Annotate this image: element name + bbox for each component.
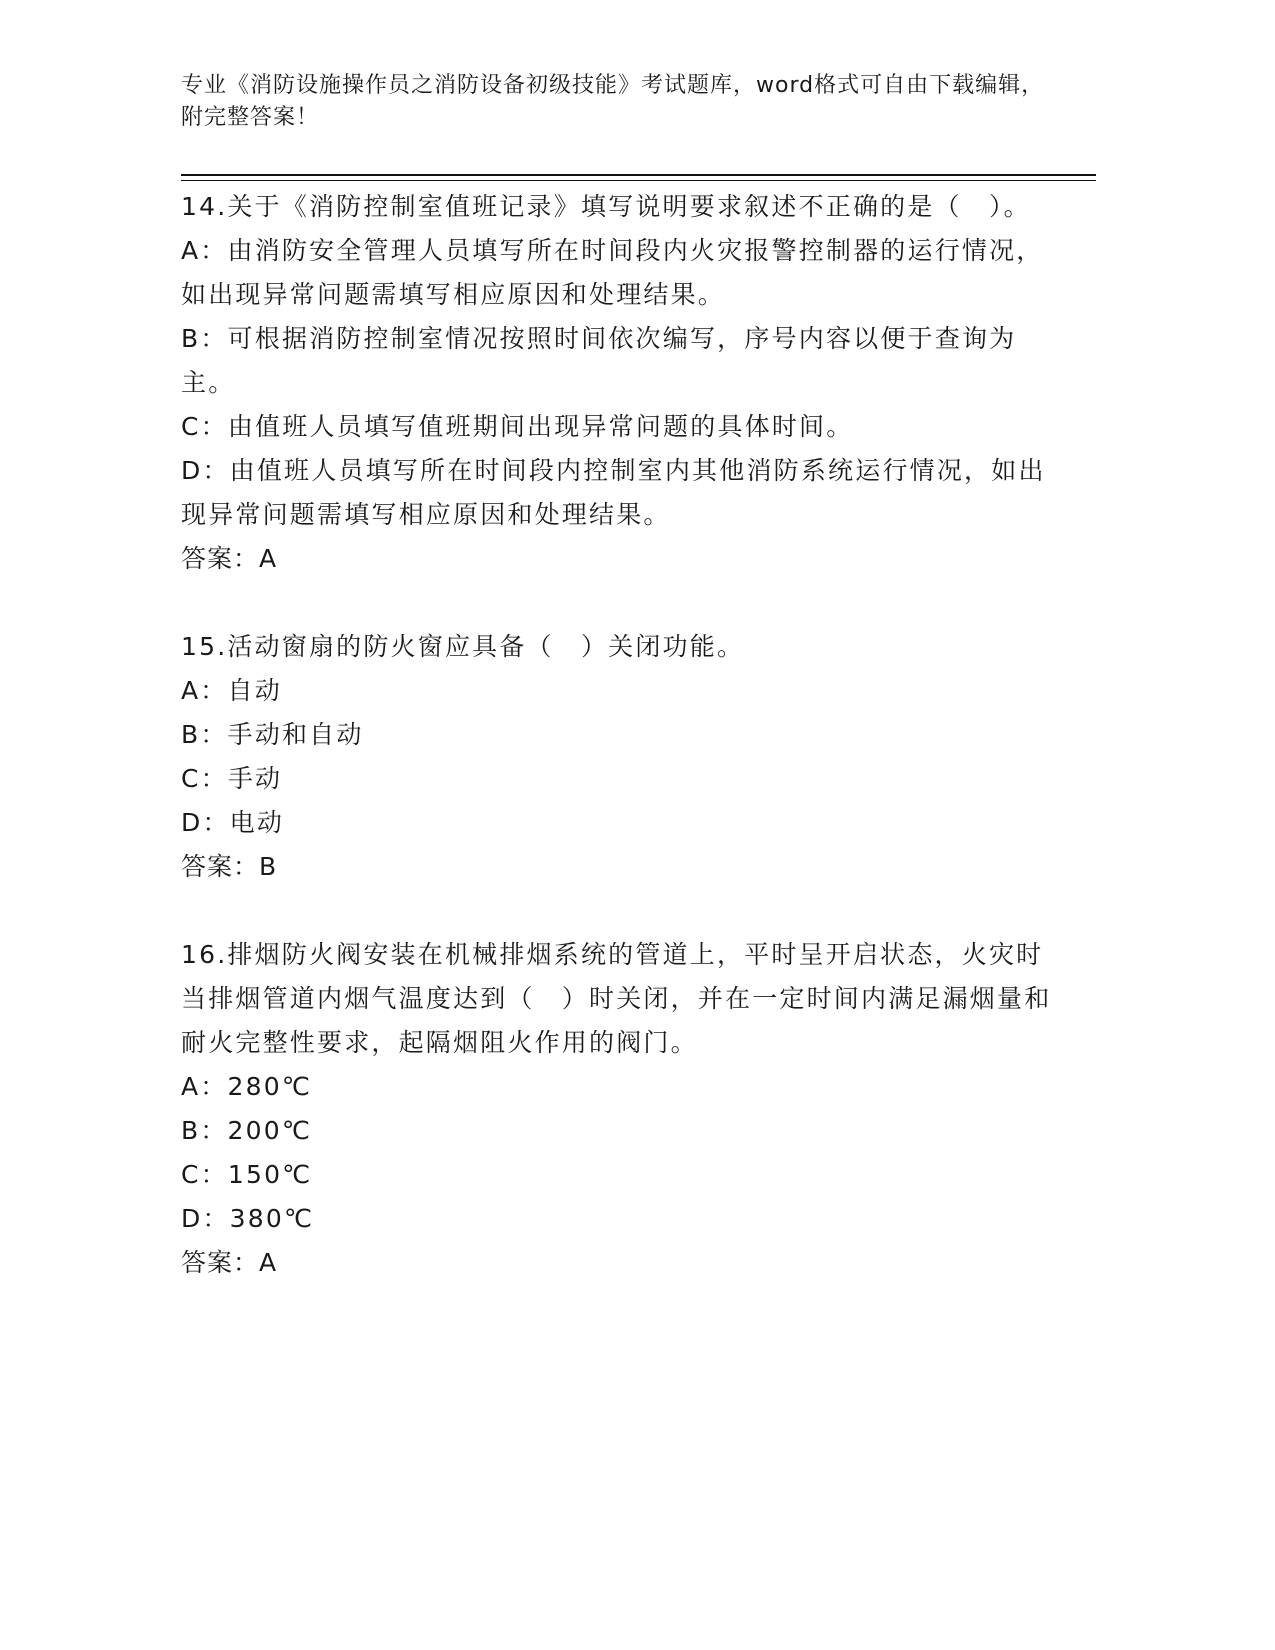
option-d: D：电动: [181, 808, 285, 837]
option-b: B：可根据消防控制室情况按照时间依次编写，序号内容以便于查询为主。: [181, 324, 1017, 397]
question-stem: 16.排烟防火阀安装在机械排烟系统的管道上，平时呈开启状态，火灾时当排烟管道内烟气温度达到（ ）时关闭，并在一定时间内满足漏烟量和耐火完整性要求，起隔烟阻火作用的阀门。: [181, 940, 1052, 1057]
question-16: [181, 933, 1061, 1285]
option-c: C：手动: [181, 764, 283, 793]
option-a: A：280℃: [181, 1072, 313, 1101]
option-a: A：自动: [181, 676, 282, 705]
answer-line: 答案：A: [181, 544, 278, 573]
option-d: D：380℃: [181, 1204, 315, 1233]
option-d: D：由值班人员填写所在时间段内控制室内其他消防系统运行情况，如出现异常问题需填写相应原因和处理结果。: [181, 456, 1046, 529]
question-stem: 14.关于《消防控制室值班记录》填写说明要求叙述不正确的是（ ）。: [181, 192, 1031, 221]
header-rule-thick: [181, 174, 1096, 176]
page-header: 专业《消防设施操作员之消防设备初级技能》考试题库，word格式可自由下载编辑，附完整答案！: [181, 73, 1045, 130]
option-b: B：手动和自动: [181, 720, 364, 749]
answer-line: 答案：B: [181, 852, 278, 881]
option-a: A：由消防安全管理人员填写所在时间段内火灾报警控制器的运行情况，如出现异常问题需填写相应原因和处理结果。: [181, 236, 1044, 309]
option-c: C：由值班人员填写值班期间出现异常问题的具体时间。: [181, 412, 854, 441]
option-c: C：150℃: [181, 1160, 313, 1189]
question-stem: 15.活动窗扇的防火窗应具备（ ）关闭功能。: [181, 632, 745, 661]
question-14: [181, 185, 1061, 581]
question-15: [181, 625, 1061, 889]
answer-line: 答案：A: [181, 1248, 278, 1277]
option-b: B：200℃: [181, 1116, 313, 1145]
header-rule-thin: [181, 180, 1096, 181]
question-list: [181, 185, 1061, 1329]
